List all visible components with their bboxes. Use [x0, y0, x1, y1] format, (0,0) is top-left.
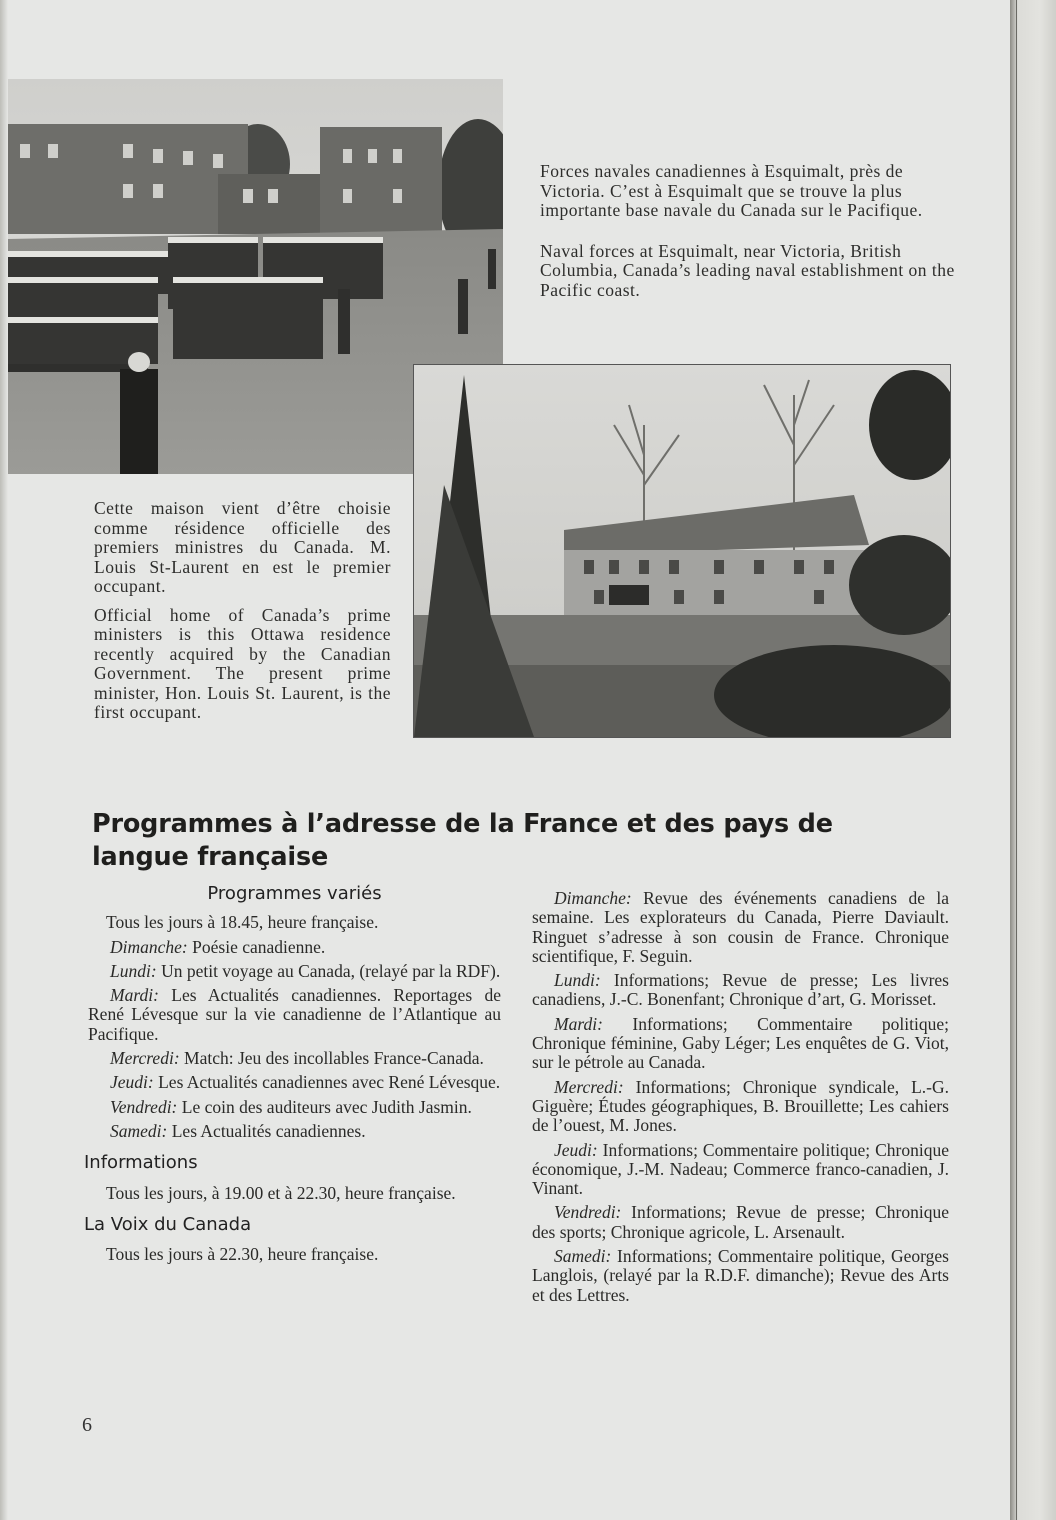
- program-text: Informations; Commentaire politique; Chronique féminine, Gaby Léger; Les enquêtes de G. Viot, sur le pétrole au Canada.: [532, 1013, 949, 1073]
- varied-programs-title: Programmes variés: [207, 883, 382, 904]
- program-text: Informations; Commentaire politique; Chronique économique, J.-M. Nadeau; Commerce franco-canadien, J. Vinant.: [532, 1139, 949, 1199]
- schedule-entry: [532, 1247, 949, 1305]
- schedule-entry: [532, 1015, 949, 1073]
- voice-of-canada-schedule: Tous les jours à 22.30, heure française.: [106, 1244, 379, 1265]
- weekday-label: Samedi:: [554, 1246, 612, 1267]
- program-text: Poésie canadienne.: [187, 936, 326, 957]
- weekday-label: Mercredi:: [554, 1076, 624, 1097]
- schedule-entry: [532, 1141, 949, 1199]
- caption-house-english: Official home of Canada’s prime ministers is this Ottawa residence recently acquired by the Canadian Government. The present prime minister, Hon. Louis St. Laurent, is the first occupant.: [94, 604, 391, 722]
- program-text: Match: Jeu des incollables France-Canada.: [179, 1048, 484, 1069]
- schedule-entry: [88, 1073, 501, 1092]
- page-edge-line: [1016, 0, 1017, 1520]
- schedule-entry: [88, 1098, 501, 1117]
- weekday-label: Mardi:: [110, 985, 159, 1006]
- caption-house-french: Cette maison vient d’être choisie comme résidence officielle des premiers ministres du Canada. M. Louis St-Laurent en est le premier occupant.: [94, 498, 391, 596]
- weekday-label: Jeudi:: [554, 1139, 598, 1160]
- program-text: Les Actualités canadiennes.: [167, 1120, 366, 1141]
- weekday-label: Vendredi:: [110, 1096, 178, 1117]
- voice-of-canada-title: La Voix du Canada: [84, 1213, 252, 1235]
- weekday-label: Dimanche:: [554, 888, 632, 908]
- news-schedule: Tous les jours, à 19.00 et à 22.30, heure française.: [106, 1182, 456, 1203]
- weekday-label: Samedi:: [110, 1120, 168, 1141]
- residence-photo-caption: [94, 499, 391, 723]
- news-title: Informations: [84, 1152, 198, 1174]
- section-heading: Programmes à l’adresse de la France et des pays de langue française: [92, 809, 833, 872]
- varied-programs-intro: Tous les jours à 18.45, heure française.: [106, 912, 379, 933]
- weekday-label: Mardi:: [554, 1013, 603, 1034]
- right-column: [532, 889, 949, 1310]
- schedule-entry: [88, 1049, 501, 1068]
- page-number: 6: [82, 1414, 92, 1436]
- weekday-label: Lundi:: [554, 970, 601, 991]
- left-column: [84, 883, 501, 1269]
- program-text: Informations; Revue de presse; Les livres canadiens, J.-C. Bonenfant; Chronique d’art, G. Morisset.: [532, 970, 949, 1010]
- schedule-entry: [88, 938, 501, 957]
- weekday-label: Mercredi:: [110, 1048, 180, 1069]
- page-gutter-shadow: [0, 0, 8, 1520]
- program-text: Les Actualités canadiennes avec René Lévesque.: [153, 1072, 501, 1093]
- program-text: Un petit voyage au Canada, (relayé par la RDF).: [156, 960, 501, 981]
- weekday-label: Vendredi:: [554, 1202, 622, 1223]
- program-text: Les Actualités canadiennes. Reportages de René Lévesque sur la vie canadienne de l’Atlantique au Pacifique.: [88, 985, 501, 1044]
- weekday-label: Dimanche:: [110, 936, 188, 957]
- program-text: Informations; Chronique syndicale, L.-G. Giguère; Études géographiques, B. Brouillette; Les cahiers de l’ouest, M. Jones.: [532, 1076, 949, 1136]
- schedule-entry: [532, 1203, 949, 1242]
- schedule-entry: [88, 986, 501, 1044]
- adjacent-page-edge: [1010, 0, 1056, 1520]
- naval-photo-caption: [540, 162, 957, 300]
- program-text: Revue des événements canadiens de la semaine. Les explorateurs du Canada, Pierre Daviault. Ringuet s’adresse à son cousin de France. Chronique scientifique, F. Seguin.: [532, 888, 949, 966]
- schedule-entry: [532, 1078, 949, 1136]
- schedule-entry: [88, 1122, 501, 1141]
- caption-naval-french: Forces navales canadiennes à Esquimalt, près de Victoria. C’est à Esquimalt que se trouve la plus importante base navale du Canada sur le Pacifique.: [540, 161, 923, 220]
- schedule-entry: [88, 962, 501, 981]
- schedule-entry: [532, 889, 949, 966]
- caption-naval-english: Naval forces at Esquimalt, near Victoria, British Columbia, Canada’s leading naval establishment on the Pacific coast.: [540, 240, 955, 300]
- program-text: Informations; Revue de presse; Chronique des sports; Chronique agricole, L. Arsenault.: [532, 1202, 949, 1242]
- program-text: Le coin des auditeurs avec Judith Jasmin.: [177, 1096, 472, 1117]
- weekday-label: Jeudi:: [110, 1072, 154, 1093]
- program-text: Informations; Commentaire politique, Georges Langlois, (relayé par la R.D.F. dimanche); Revue des Arts et des Lettres.: [532, 1246, 949, 1305]
- schedule-entry: [532, 971, 949, 1010]
- weekday-label: Lundi:: [110, 960, 157, 981]
- prime-minister-residence-photo: [413, 364, 951, 738]
